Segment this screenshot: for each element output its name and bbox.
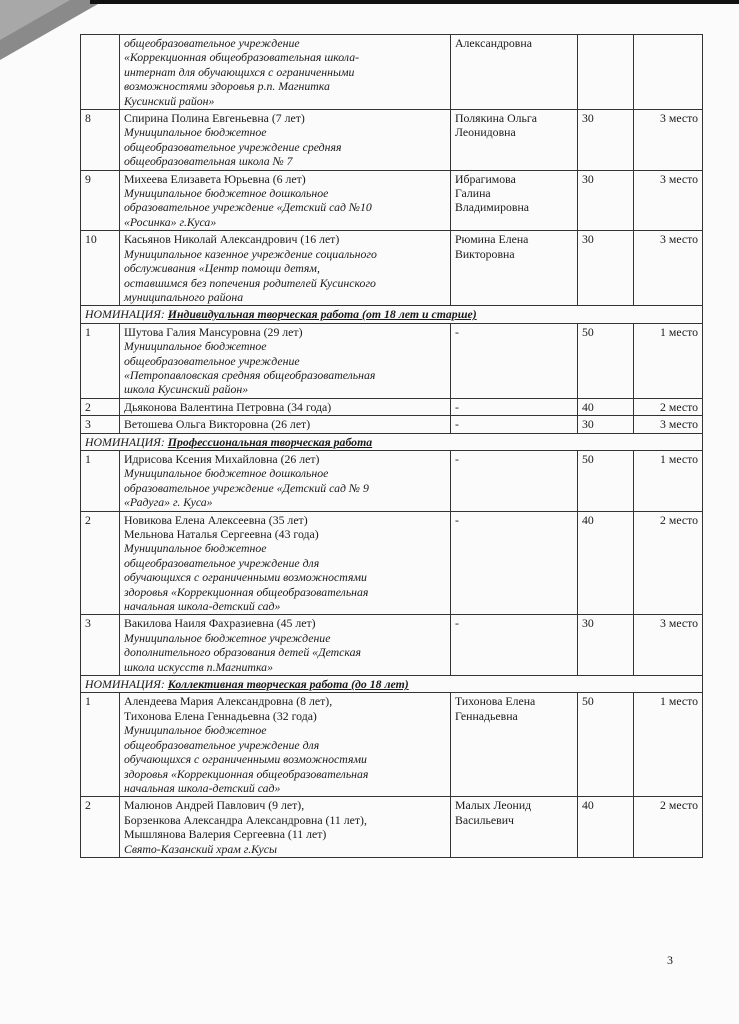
participant-name: Дьяконова Валентина Петровна (34 года) [124, 399, 332, 414]
organization-line: общеобразовательное учреждение для [124, 737, 320, 752]
teacher-cell [451, 170, 578, 231]
participant-name: Касьянов Николай Александрович (16 лет) [124, 232, 340, 247]
table-row [81, 797, 703, 858]
row-number: 1 [85, 324, 91, 339]
teacher-name: Рюмина Елена [455, 232, 529, 247]
row-number-cell [81, 511, 120, 615]
place-cell [634, 110, 703, 171]
teacher-name: Полякина Ольга [455, 111, 537, 126]
nomination-label: НОМИНАЦИЯ: [85, 307, 165, 322]
nomination-row [81, 676, 703, 693]
row-number: 2 [85, 512, 91, 527]
teacher-cell [451, 231, 578, 306]
place-value: 3 место [660, 232, 698, 247]
teacher-cell [451, 511, 578, 615]
table-row [81, 511, 703, 615]
place-cell [634, 231, 703, 306]
table-row [81, 170, 703, 231]
participant-name: Тихонова Елена Геннадьевна (32 года) [124, 708, 317, 723]
row-number: 8 [85, 111, 91, 126]
teacher-name: Владимировна [455, 200, 530, 215]
organization-line: возможностями здоровья р.п. Магнитка [124, 79, 330, 94]
participant-cell [120, 170, 451, 231]
participant-name: Борзенкова Александра Александровна (11 лет), [124, 812, 367, 827]
score-value: 30 [582, 111, 594, 126]
row-number: 2 [85, 399, 91, 414]
nomination-label: НОМИНАЦИЯ: [85, 677, 165, 692]
table-row [81, 693, 703, 797]
organization-line: общеобразовательное учреждение [124, 353, 300, 368]
score-value: 50 [582, 324, 594, 339]
organization-line: Кусинский район» [124, 93, 215, 108]
place-value: 3 место [660, 417, 698, 432]
teacher-cell [451, 693, 578, 797]
place-cell [634, 693, 703, 797]
organization-line: общеобразовательное учреждение средняя [124, 139, 342, 154]
participant-cell [120, 35, 451, 110]
organization-line: Муниципальное бюджетное [124, 723, 267, 738]
nomination-title: Индивидуальная творческая работа (от 18 лет и старше) [167, 307, 477, 322]
teacher-cell [451, 35, 578, 110]
organization-line: здоровья «Коррекционная общеобразовательная [124, 766, 369, 781]
teacher-name: - [455, 451, 459, 466]
teacher-cell [451, 110, 578, 171]
participant-cell [120, 323, 451, 398]
organization-line: Муниципальное бюджетное дошкольное [124, 466, 329, 481]
place-cell [634, 450, 703, 511]
teacher-name: Александровна [455, 36, 532, 50]
organization-line: «Росинка» г.Куса» [124, 214, 217, 229]
score-cell [578, 398, 634, 415]
nomination-title: Коллективная творческая работа (до 18 лет) [167, 677, 409, 692]
place-cell [634, 797, 703, 858]
teacher-cell [451, 797, 578, 858]
teacher-name: - [455, 512, 459, 527]
scan-edge [90, 0, 739, 4]
row-number-cell [81, 35, 120, 110]
participant-name: Новикова Елена Алексеевна (35 лет) [124, 512, 308, 527]
organization-line: дополнительного образования детей «Детская [124, 645, 362, 660]
table-row [81, 35, 703, 110]
participant-cell [120, 231, 451, 306]
nomination-cell [81, 306, 703, 323]
teacher-name: - [455, 324, 459, 339]
score-cell [578, 416, 634, 433]
place-value: 2 место [660, 512, 698, 527]
organization-line: «Радуга» г. Куса» [124, 495, 213, 510]
organization-line: обслуживания «Центр помощи детям, [124, 261, 320, 276]
table-row [81, 416, 703, 433]
results-table [80, 34, 703, 858]
score-cell [578, 35, 634, 110]
score-cell [578, 797, 634, 858]
participant-cell [120, 511, 451, 615]
teacher-cell [451, 450, 578, 511]
teacher-cell [451, 323, 578, 398]
score-cell [578, 110, 634, 171]
participant-cell [120, 110, 451, 171]
organization-line: «Петропавловская средняя общеобразовательная [124, 367, 376, 382]
row-number-cell [81, 797, 120, 858]
nomination-cell [81, 433, 703, 450]
teacher-name: Викторовна [455, 246, 515, 261]
score-value: 50 [582, 694, 594, 709]
place-value: 2 место [660, 399, 698, 414]
organization-line: обучающихся с ограниченными возможностями [124, 570, 367, 585]
place-cell [634, 35, 703, 110]
nomination-label: НОМИНАЦИЯ: [85, 434, 165, 449]
participant-name: Малюнов Андрей Павлович (9 лет), [124, 798, 305, 813]
participant-cell [120, 797, 451, 858]
row-number-cell [81, 416, 120, 433]
teacher-name: - [455, 399, 459, 414]
organization-line: Муниципальное бюджетное [124, 125, 267, 140]
row-number-cell [81, 110, 120, 171]
place-cell [634, 398, 703, 415]
row-number-cell [81, 231, 120, 306]
teacher-cell [451, 398, 578, 415]
row-number-cell [81, 323, 120, 398]
nomination-cell [81, 676, 703, 693]
organization-line: образовательное учреждение «Детский сад №10 [124, 200, 372, 215]
score-cell [578, 170, 634, 231]
score-cell [578, 231, 634, 306]
organization-line: Муниципальное бюджетное учреждение [124, 630, 331, 645]
teacher-name: Васильевич [455, 812, 514, 827]
table-row [81, 231, 703, 306]
organization-line: Свято-Казанский храм г.Кусы [124, 841, 277, 856]
organization-line: школа Кусинский район» [124, 382, 249, 397]
teacher-name: Геннадьевна [455, 708, 518, 723]
row-number: 3 [85, 417, 91, 432]
row-number-cell [81, 170, 120, 231]
place-cell [634, 416, 703, 433]
organization-line: начальная школа-детский сад» [124, 780, 281, 795]
score-value: 50 [582, 451, 594, 466]
nomination-row [81, 306, 703, 323]
row-number-cell [81, 693, 120, 797]
score-cell [578, 615, 634, 676]
teacher-cell [451, 615, 578, 676]
table-row [81, 110, 703, 171]
organization-line: общеобразовательное учреждение для [124, 555, 320, 570]
organization-line: образовательное учреждение «Детский сад № 9 [124, 480, 369, 495]
participant-cell [120, 693, 451, 797]
participant-name: Идрисова Ксения Михайловна (26 лет) [124, 451, 320, 466]
row-number-cell [81, 398, 120, 415]
participant-cell [120, 416, 451, 433]
organization-line: Муниципальное бюджетное дошкольное [124, 186, 329, 201]
organization-line: оставшимся без попечения родителей Кусинского [124, 275, 376, 290]
teacher-name: Галина [455, 186, 491, 201]
organization-line: общеобразовательное учреждение [124, 36, 300, 50]
page-number: 3 [667, 953, 673, 967]
score-cell [578, 323, 634, 398]
organization-line: «Коррекционная общеобразовательная школа- [124, 50, 360, 65]
table-row [81, 323, 703, 398]
participant-name: Ветошева Ольга Викторовна (26 лет) [124, 417, 311, 432]
nomination-title: Профессиональная творческая работа [167, 434, 373, 449]
place-cell [634, 615, 703, 676]
organization-line: обучающихся с ограниченными возможностями [124, 752, 367, 767]
row-number: 10 [85, 232, 97, 247]
score-value: 30 [582, 232, 594, 247]
teacher-cell [451, 416, 578, 433]
participant-name: Мышлянова Валерия Сергеевна (11 лет) [124, 827, 327, 842]
participant-name: Вакилова Наиля Фахразиевна (45 лет) [124, 616, 316, 631]
score-cell [578, 450, 634, 511]
organization-line: Муниципальное казенное учреждение социального [124, 246, 377, 261]
participant-cell [120, 450, 451, 511]
place-cell [634, 170, 703, 231]
participant-cell [120, 615, 451, 676]
table-row [81, 450, 703, 511]
teacher-name: - [455, 616, 459, 631]
place-value: 3 место [660, 111, 698, 126]
score-value: 40 [582, 798, 594, 813]
participant-cell [120, 398, 451, 415]
organization-line: муниципального района [124, 289, 244, 304]
score-value: 30 [582, 616, 594, 631]
teacher-name: Малых Леонид [455, 798, 532, 813]
participant-name: Мельнова Наталья Сергеевна (43 года) [124, 527, 319, 541]
nomination-row [81, 433, 703, 450]
row-number-cell [81, 450, 120, 511]
place-cell [634, 511, 703, 615]
place-value: 2 место [660, 798, 698, 813]
organization-line: здоровья «Коррекционная общеобразовательная [124, 584, 369, 599]
organization-line: общеобразовательная школа № 7 [124, 154, 293, 169]
table-row [81, 398, 703, 415]
participant-name: Алендеева Мария Александровна (8 лет), [124, 694, 333, 709]
score-value: 30 [582, 171, 594, 186]
teacher-name: Леонидовна [455, 125, 516, 140]
score-cell [578, 511, 634, 615]
place-value: 3 место [660, 171, 698, 186]
organization-line: школа искусств п.Магнитка» [124, 659, 273, 674]
row-number: 1 [85, 451, 91, 466]
organization-line: начальная школа-детский сад» [124, 599, 281, 614]
row-number: 9 [85, 171, 91, 186]
score-value: 40 [582, 512, 594, 527]
place-value: 1 место [660, 451, 698, 466]
row-number: 3 [85, 616, 91, 631]
results-table-body [81, 35, 703, 858]
score-cell [578, 693, 634, 797]
row-number-cell [81, 615, 120, 676]
participant-name: Спирина Полина Евгеньевна (7 лет) [124, 111, 305, 126]
teacher-name: - [455, 417, 459, 432]
row-number: 2 [85, 798, 91, 813]
participant-name: Михеева Елизавета Юрьевна (6 лет) [124, 171, 306, 186]
participant-name: Шутова Галия Мансуровна (29 лет) [124, 324, 303, 339]
row-number: 1 [85, 694, 91, 709]
score-value: 40 [582, 399, 594, 414]
teacher-name: Тихонова Елена [455, 694, 536, 709]
teacher-name: Ибрагимова [455, 171, 516, 186]
place-cell [634, 323, 703, 398]
place-value: 1 место [660, 694, 698, 709]
place-value: 3 место [660, 616, 698, 631]
table-row [81, 615, 703, 676]
organization-line: интернат для обучающихся с ограниченными [124, 64, 355, 79]
score-value: 30 [582, 417, 594, 432]
organization-line: Муниципальное бюджетное [124, 339, 267, 354]
folded-corner-inner [0, 0, 70, 40]
organization-line: Муниципальное бюджетное [124, 541, 267, 556]
place-value: 1 место [660, 324, 698, 339]
